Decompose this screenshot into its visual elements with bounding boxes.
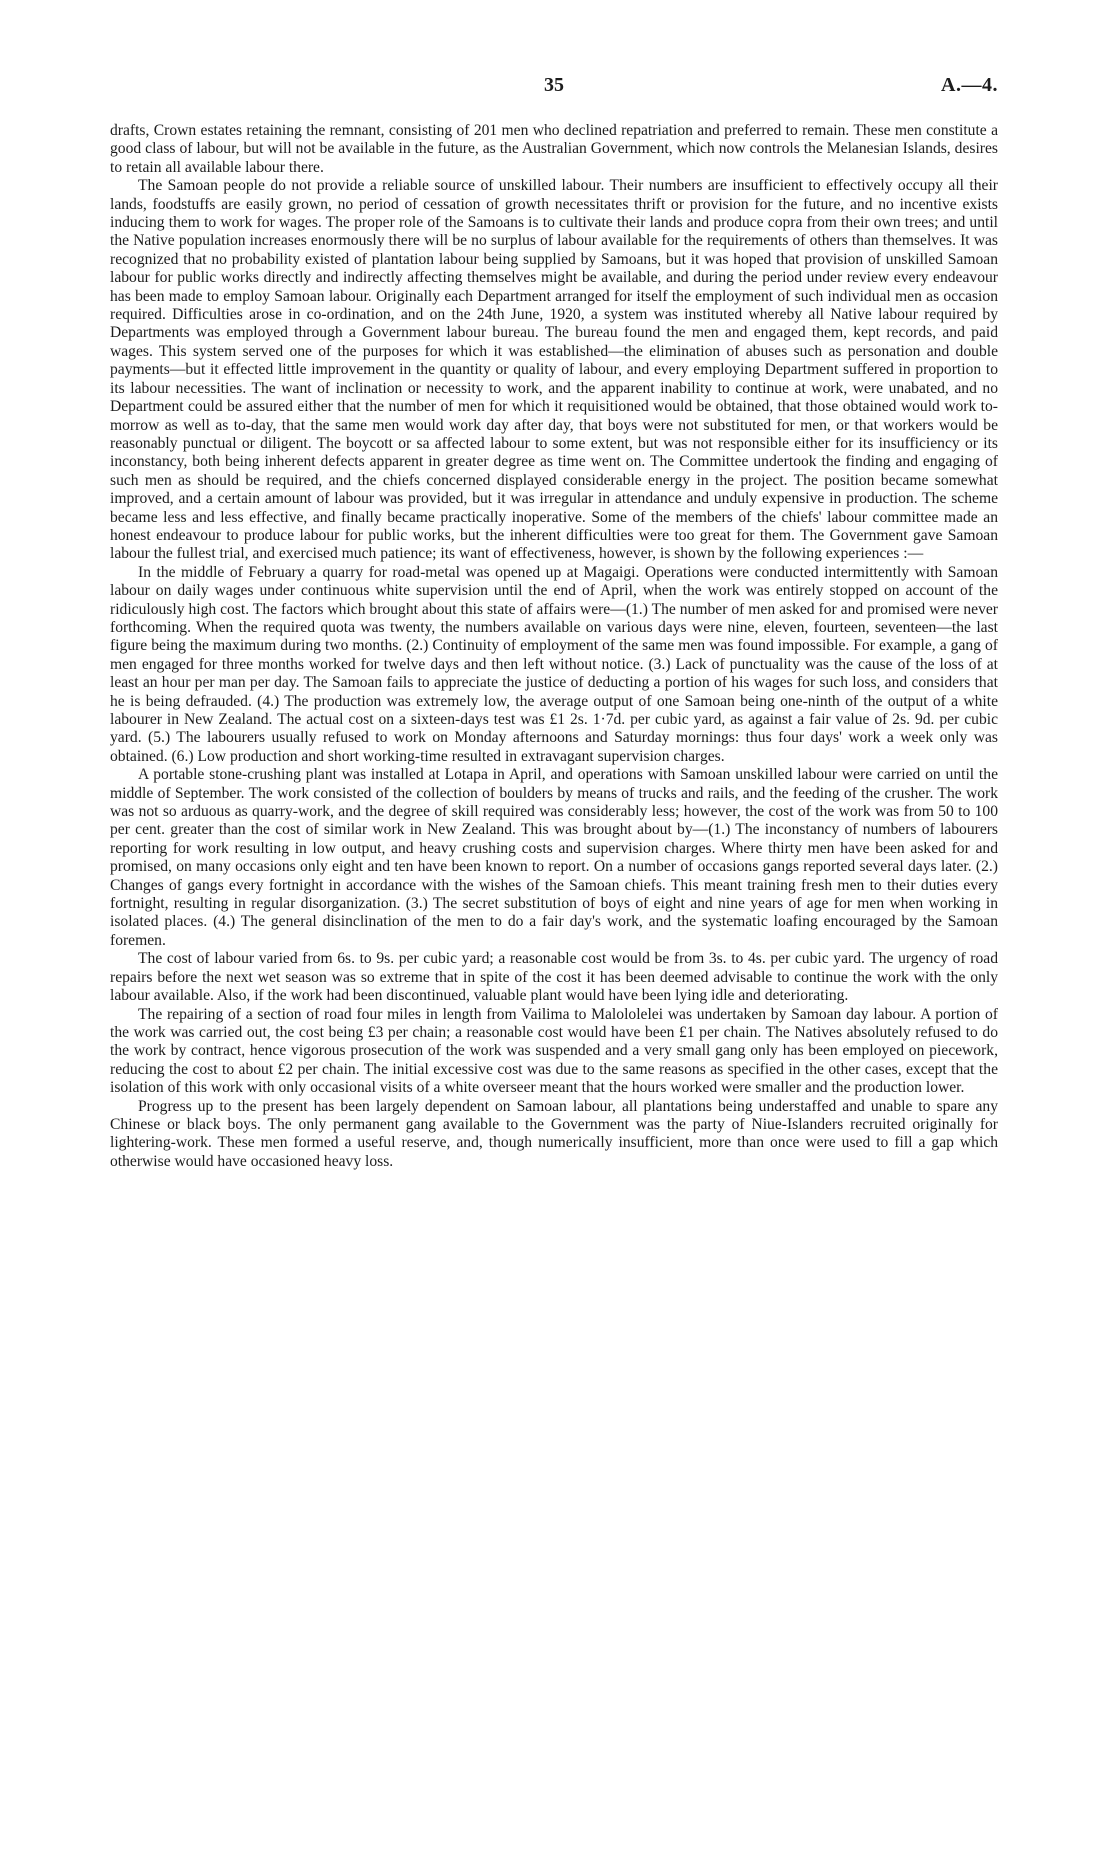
paragraph: A portable stone-crushing plant was installed at Lotapa in April, and operations with Samoan unskilled labour were carried on until the middle of September. The work consisted of the collection of boulders by means of trucks and rails, and the feeding of the crusher. The work was not so arduous as quarry-work, and the degree of skill required was considerably less; however, the cost of the work was from 50 to 100 per cent. greater than the cost of similar work in New Zealand. This was brought about by—(1.) The inconstancy of numbers of labourers reporting for work resulting in low output, and heavy crushing costs and supervision charges. Where thirty men have been asked for and promised, on many occasions only eight and ten have been known to report. On a number of occasions gangs reported several days later. (2.) Changes of gangs every fortnight in accordance with the wishes of the Samoan chiefs. This meant training fresh men to their duties every fortnight, resulting in regular disorganization. (3.) The secret substitution of boys of eight and nine years of age for men when working in isolated places. (4.) The general disinclination of the men to do a fair day's work, and the systematic loafing encouraged by the Samoan foremen. xyxy=(110,766,998,949)
paragraph: The repairing of a section of road four miles in length from Vailima to Malololelei was undertaken by Samoan day labour. A portion of the work was carried out, the cost being £3 per chain; a reasonable cost would have been £1 per chain. The Natives absolutely refused to do the work by contract, hence vigorous prosecution of the work was suspended and a very small gang only has been employed on piecework, reducing the cost to about £2 per chain. The initial excessive cost was due to the same reasons as specified in the other cases, except that the isolation of this work with only occasional visits of a white overseer meant that the hours worked were smaller and the production lower. xyxy=(110,1005,998,1097)
paragraph: The Samoan people do not provide a reliable source of unskilled labour. Their numbers are insufficient to effectively occupy all their lands, foodstuffs are easily grown, no period of cessation of growth necessitates thrift or provision for the future, and no incentive exists inducing them to work for wages. The proper role of the Samoans is to cultivate their lands and produce copra from their own trees; and until the Native population increases enormously there will be no surplus of labour available for the requirements of others than themselves. It was recognized that no probability existed of plantation labour being supplied by Samoans, but it was hoped that provision of unskilled Samoan labour for public works directly and indirectly affecting themselves might be available, and during the period under review every endeavour has been made to employ Samoan labour. Originally each Department arranged for itself the employment of such individual men as occasion required. Difficulties arose in co-ordination, and on the 24th June, 1920, a system was instituted whereby all Native labour required by Departments was employed through a Government labour bureau. The bureau found the men and engaged them, kept records, and paid wages. This system served one of the purposes for which it was established—the elimination of abuses such as personation and double payments—but it effected little improvement in the quantity or quality of labour, and every employing Department suffered in proportion to its labour necessities. The want of inclination or necessity to work, and the apparent inability to continue at work, were unabated, and no Department could be assured either that the number of men for which it requisitioned would be obtained, that those obtained would work to-morrow as well as to-day, that the same men would work day after day, that boys were not substituted for men, or that workers would be reasonably punctual or diligent. The boycott or sa affected labour to some extent, but was not responsible either for its insufficiency or its inconstancy, both being inherent defects apparent in greater degree as time went on. The Committee undertook the finding and engaging of such men as should be required, and the chiefs concerned displayed considerable energy in the project. The position became somewhat improved, and a certain amount of labour was provided, but it was irregular in attendance and unduly expensive in production. The scheme became less and less effective, and finally became practically inoperative. Some of the members of the chiefs' labour committee made an honest endeavour to produce labour for public works, but the inherent difficulties were too great for them. The Government gave Samoan labour the fullest trial, and exercised much patience; its want of effectiveness, however, is shown by the following experiences :— xyxy=(110,177,998,563)
page-header xyxy=(110,74,998,100)
document-reference: A.—4. xyxy=(941,74,998,96)
body-text xyxy=(110,122,998,1171)
paragraph: Progress up to the present has been largely dependent on Samoan labour, all plantations being understaffed and unable to spare any Chinese or black boys. The only permanent gang available to the Government was the party of Niue-Islanders recruited originally for lightering-work. These men formed a useful reserve, and, though numerically insufficient, more than once were used to fill a gap which otherwise would have occasioned heavy loss. xyxy=(110,1097,998,1170)
page-number: 35 xyxy=(544,74,564,96)
paragraph: The cost of labour varied from 6s. to 9s. per cubic yard; a reasonable cost would be from 3s. to 4s. per cubic yard. The urgency of road repairs before the next wet season was so extreme that in spite of the cost it has been deemed advisable to continue the work with the only labour available. Also, if the work had been discontinued, valuable plant would have been lying idle and deteriorating. xyxy=(110,950,998,1005)
paragraph: drafts, Crown estates retaining the remnant, consisting of 201 men who declined repatriation and preferred to remain. These men constitute a good class of labour, but will not be available in the future, as the Australian Government, which now controls the Melanesian Islands, desires to retain all available labour there. xyxy=(110,122,998,176)
paragraph: In the middle of February a quarry for road-metal was opened up at Magaigi. Operations were conducted intermittently with Samoan labour on daily wages under continuous white supervision until the end of April, when the work was entirely stopped on account of the ridiculously high cost. The factors which brought about this state of affairs were—(1.) The number of men asked for and promised were never forthcoming. When the required quota was twenty, the numbers available on various days were nine, eleven, fourteen, seventeen—the last figure being the maximum during two months. (2.) Continuity of employment of the same men was found impossible. For example, a gang of men engaged for three months worked for twelve days and then left without notice. (3.) Lack of punctuality was the cause of the loss of at least an hour per man per day. The Samoan fails to appreciate the justice of deducting a portion of his wages for such loss, and considers that he is being defrauded. (4.) The production was extremely low, the average output of one Samoan being one-ninth of the output of a white labourer in New Zealand. The actual cost on a sixteen-days test was £1 2s. 1·7d. per cubic yard, as against a fair value of 2s. 9d. per cubic yard. (5.) The labourers usually refused to work on Monday afternoons and Saturday mornings: thus four days' work a week only was obtained. (6.) Low production and short working-time resulted in extravagant supervision charges. xyxy=(110,563,998,765)
